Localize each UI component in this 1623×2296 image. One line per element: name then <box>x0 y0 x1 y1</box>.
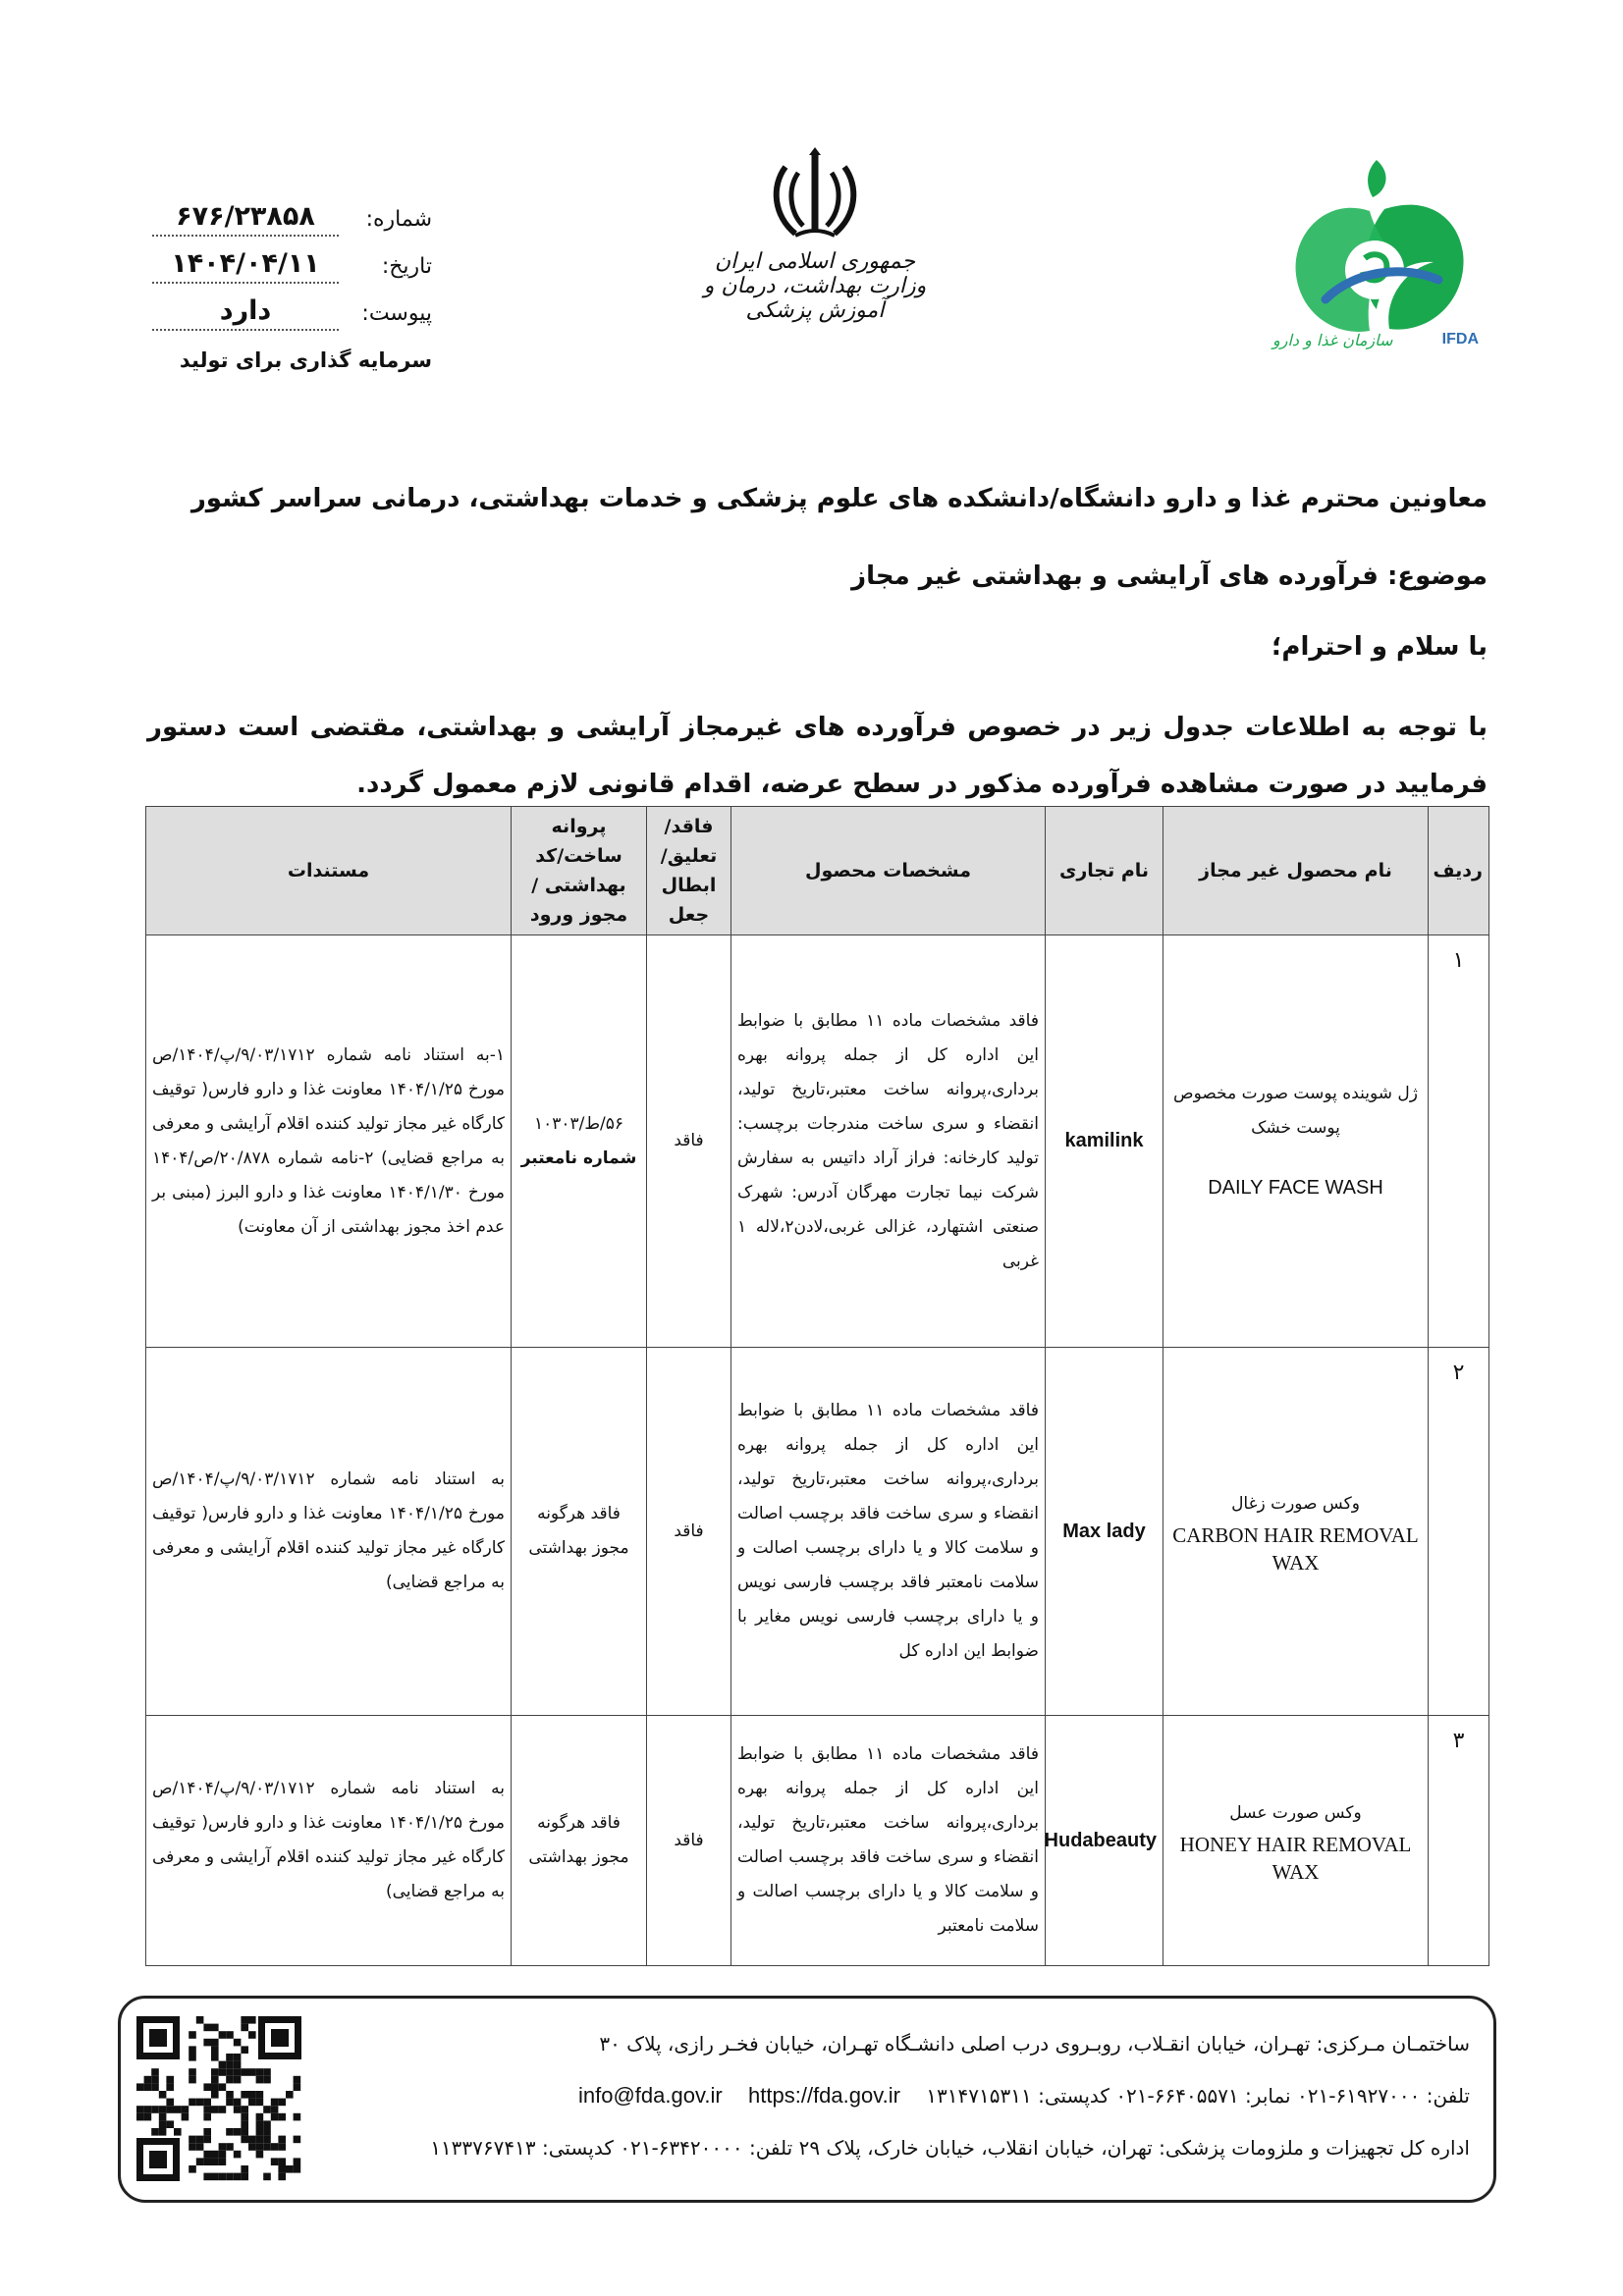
ministry-header <box>697 147 933 344</box>
letter-footer <box>118 1996 1496 2203</box>
number-value: ۶۷۶/۲۳۸۵۸ <box>152 201 339 237</box>
trade-name: Max lady <box>1046 1348 1163 1716</box>
product-cell <box>1163 935 1429 1348</box>
header-documents: مستندات <box>146 807 512 935</box>
attachment-label: پیوست: <box>361 301 432 326</box>
product-name-fa: وکس صورت زغال <box>1231 1493 1360 1514</box>
product-name-en: HONEY HAIR REMOVAL WAX <box>1179 1832 1412 1884</box>
letter-meta <box>147 201 432 372</box>
row-number: ۳ <box>1429 1716 1489 1966</box>
trade-name: Hudabeauty <box>1046 1716 1163 1966</box>
row-number: ۱ <box>1429 935 1489 1348</box>
footer-website[interactable]: https://fda.gov.ir <box>748 2083 900 2108</box>
product-name-en: DAILY FACE WASH <box>1208 1177 1383 1199</box>
header-product: نام محصول غیر مجاز <box>1163 807 1429 935</box>
letter-date <box>147 248 432 295</box>
documents-cell: به استناد نامه شماره ۹/۰۳/۱۷۱۲/پ/۱۴۰۴/ص مورخ ۱۴۰۴/۱/۲۵ معاونت غذا و دارو فارس( توقیف کارگاه غیر مجاز تولید کننده اقلام آرایشی و معرفی به مراجع قضایی) <box>146 1348 512 1716</box>
row-number: ۲ <box>1429 1348 1489 1716</box>
table-row <box>146 1716 1489 1966</box>
date-label: تاریخ: <box>381 254 432 279</box>
emblem-ministry: وزارت بهداشت، درمان و آموزش پزشکی <box>703 274 927 323</box>
footer-contacts <box>578 2083 1470 2109</box>
letter-attachment <box>147 295 432 343</box>
status-cell: فاقد <box>647 1716 731 1966</box>
table-header-row <box>146 807 1489 935</box>
product-spec: فاقد مشخصات ماده ۱۱ مطابق با ضوابط این اداره کل از جمله پروانه بهره برداری،پروانه ساخت معتبر،تاریخ تولید، انقضاء و سری ساخت فاقد برچسب اصالت و سلامت کالا و یا دارای برچسب اصالت و سلامت نامعتبر <box>731 1716 1046 1966</box>
footer-equipment-office: اداره کل تجهیزات و ملزومات پزشکی: تهران، خیابان انقلاب، خیابان خارک، پلاک ۲۹ تلفن: ۶۳۴۲۰۰۰۰-۰۲۱ کدپستی: ۱۱۳۳۷۶۷۴۱۳ <box>430 2136 1470 2160</box>
products-table <box>145 806 1489 1966</box>
iran-emblem-icon <box>766 147 864 245</box>
footer-email[interactable]: info@fda.gov.ir <box>578 2083 723 2108</box>
license-cell <box>512 935 647 1348</box>
ifda-abbr: IFDA <box>1441 331 1479 347</box>
status-cell: فاقد <box>647 1348 731 1716</box>
ifda-name: سازمان غذا و دارو <box>1272 331 1393 349</box>
body-paragraph: با توجه به اطلاعات جدول زیر در خصوص فرآورده های غیرمجاز آرایشی و بهداشتی، مقتضی است دستور فرمایید در صورت مشاهده فرآورده مذکور در سطح عرضه، اقدام قانونی لازم معمول گردد. <box>147 713 1488 799</box>
product-spec: فاقد مشخصات ماده ۱۱ مطابق با ضوابط این اداره کل از جمله پروانه بهره برداری،پروانه ساخت معتبر،تاریخ تولید، انقضاء و سری ساخت مندرجات برچسب: تولید کارخانه: فراز آراد داتیس به سفارش شرکت نیما تجارت مهرگان آدرس: شهرک صنعتی اشتهارد، غزالی غربی،لادن۲،لاله ۱ غربی <box>731 935 1046 1348</box>
header-trade-name: نام تجاری <box>1046 807 1163 935</box>
subject-line: موضوع: فرآورده های آرایشی و بهداشتی غیر مجاز <box>851 561 1488 591</box>
license-code: ۵۶/ط/۱۰۳۰۳ <box>533 1113 624 1134</box>
footer-address: ساختمـان مـرکزی: تهـران، خیابان انقـلاب، روبـروی درب اصلی دانشـگاه تهـران، خیابان فخـر رازی، پلاک ۳۰ <box>599 2032 1470 2056</box>
emblem-country: جمهوری اسلامی ایران <box>714 249 916 274</box>
number-label: شماره: <box>365 207 432 232</box>
table-row <box>146 1348 1489 1716</box>
ifda-logo <box>1267 152 1483 358</box>
header-spec: مشخصات محصول <box>731 807 1046 935</box>
product-spec: فاقد مشخصات ماده ۱۱ مطابق با ضوابط این اداره کل از جمله پروانه بهره برداری،پروانه ساخت معتبر،تاریخ تولید، انقضاء و سری ساخت فاقد برچسب اصالت و سلامت کالا و یا دارای برچسب اصالت و سلامت نامعتبر فاقد برچسب فارسی نویس و یا دارای برچسب فارسی نویس مغایر با ضوابط این اداره کل <box>731 1348 1046 1716</box>
date-value: ۱۴۰۴/۰۴/۱۱ <box>152 248 339 284</box>
trade-name: kamilink <box>1046 935 1163 1348</box>
header-row-number: ردیف <box>1429 807 1489 935</box>
product-cell <box>1163 1716 1429 1966</box>
addressee: معاونین محترم غذا و دارو دانشگاه/دانشکده های علوم پزشکی و خدمات بهداشتی، درمانی سراسر کشور <box>190 484 1488 513</box>
license-cell: فاقد هرگونه مجوز بهداشتی <box>512 1716 647 1966</box>
slogan: سرمایه گذاری برای تولید <box>179 348 432 372</box>
documents-cell: ۱-به استناد نامه شماره ۹/۰۳/۱۷۱۲/پ/۱۴۰۴/ص مورخ ۱۴۰۴/۱/۲۵ معاونت غذا و دارو فارس( توقیف کارگاه غیر مجاز تولید کننده اقلام آرایشی و معرفی به مراجع قضایی) ۲-نامه شماره ۲۰/۸۷۸/ص/۱۴۰۴ مورخ ۱۴۰۴/۱/۳۰ معاونت غذا و دارو البرز (مبنی بر عدم اخذ مجوز بهداشتی از آن معاونت) <box>146 935 512 1348</box>
letter-number <box>147 201 432 248</box>
footer-phones: تلفن: ۶۱۹۲۷۰۰۰-۰۲۱ نمابر: ۶۶۴۰۵۵۷۱-۰۲۱ کدپستی: ۱۳۱۴۷۱۵۳۱۱ <box>926 2084 1470 2108</box>
license-note: شماره نامعتبر <box>520 1148 637 1168</box>
table-row <box>146 935 1489 1348</box>
product-cell <box>1163 1348 1429 1716</box>
product-name-en: CARBON HAIR REMOVAL WAX <box>1172 1522 1419 1575</box>
product-name-fa: ژل شوینده پوست صورت مخصوص پوست خشک <box>1173 1084 1418 1138</box>
attachment-value: دارد <box>152 295 339 331</box>
status-cell: فاقد <box>647 935 731 1348</box>
header-status: فاقد/تعلیق/ ابطال جعل <box>647 807 731 935</box>
license-cell: فاقد هرگونه مجوز بهداشتی <box>512 1348 647 1716</box>
qr-code-icon[interactable] <box>133 2012 305 2185</box>
documents-cell: به استناد نامه شماره ۹/۰۳/۱۷۱۲/پ/۱۴۰۴/ص مورخ ۱۴۰۴/۱/۲۵ معاونت غذا و دارو فارس( توقیف کارگاه غیر مجاز تولید کننده اقلام آرایشی و معرفی به مراجع قضایی) <box>146 1716 512 1966</box>
product-name-fa: وکس صورت عسل <box>1229 1802 1362 1823</box>
header-license: پروانه ساخت/کد بهداشتی / مجوز ورود <box>512 807 647 935</box>
ifda-logo-graphic <box>1267 152 1483 358</box>
greeting: با سلام و احترام؛ <box>1271 632 1488 662</box>
qr-code-graphic <box>133 2012 305 2185</box>
